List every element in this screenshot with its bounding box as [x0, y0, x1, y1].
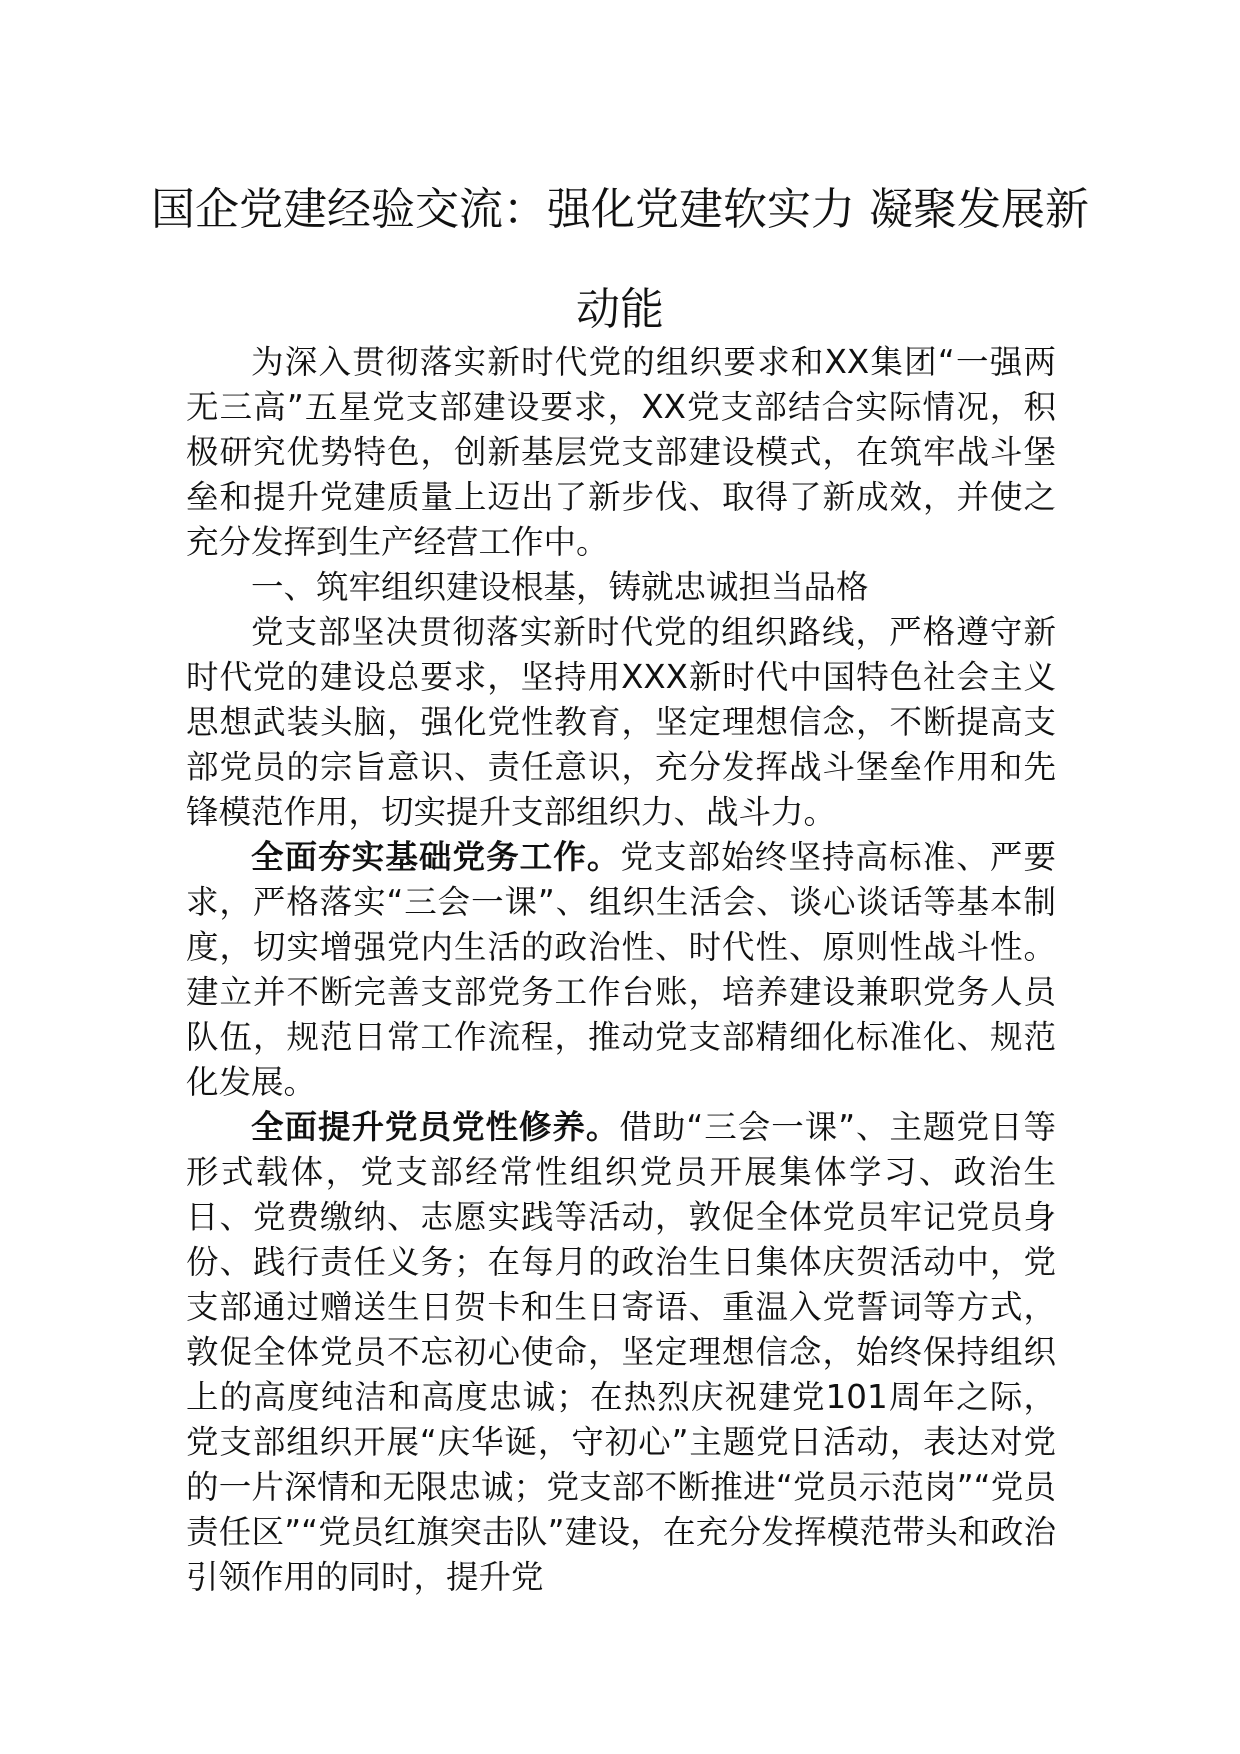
- paragraph-text: 党支部坚决贯彻落实新时代党的组织路线，严格遵守新时代党的建设总要求，坚持用XXX新时代中国特色社会主义思想武装头脑，强化党性教育，坚定理想信念，不断提高支部党员的宗旨意识、责任意识，充分发挥战斗堡垒作用和先锋模范作用，切实提升支部组织力、战斗力。: [186, 613, 1056, 831]
- document-body: [186, 340, 1056, 1600]
- paragraph-lead: 全面提升党员党性修养。: [251, 1108, 620, 1146]
- paragraph-text: 为深入贯彻落实新时代党的组织要求和XX集团“一强两无三高”五星党支部建设要求，XX党支部结合实际情况，积极研究优势特色，创新基层党支部建设模式，在筑牢战斗堡垒和提升党建质量上迈出了新步伐、取得了新成效，并使之充分发挥到生产经营工作中。: [186, 343, 1056, 561]
- paragraph-party-spirit: [186, 1105, 1056, 1600]
- paragraph-intro: [186, 340, 1056, 565]
- section-heading-text: 一、筑牢组织建设根基，铸就忠诚担当品格: [251, 568, 869, 606]
- paragraph-section-intro: [186, 610, 1056, 835]
- paragraph-lead: 全面夯实基础党务工作。: [251, 838, 621, 876]
- section-heading: [186, 565, 1056, 610]
- paragraph-party-affairs: [186, 835, 1056, 1105]
- document-title: 国企党建经验交流：强化党建软实力 凝聚发展新动能: [151, 184, 1089, 335]
- paragraph-text: 党支部始终坚持高标准、严要求，严格落实“三会一课”、组织生活会、谈心谈话等基本制度，切实增强党内生活的政治性、时代性、原则性战斗性。建立并不断完善支部党务工作台账，培养建设兼职党务人员队伍，规范日常工作流程，推动党支部精细化标准化、规范化发展。: [186, 838, 1056, 1101]
- paragraph-text: 借助“三会一课”、主题党日等形式载体，党支部经常性组织党员开展集体学习、政治生日、党费缴纳、志愿实践等活动，敦促全体党员牢记党员身份、践行责任义务；在每月的政治生日集体庆贺活动中，党支部通过赠送生日贺卡和生日寄语、重温入党誓词等方式，敦促全体党员不忘初心使命，坚定理想信念，始终保持组织上的高度纯洁和高度忠诚；在热烈庆祝建党101周年之际，党支部组织开展“庆华诞，守初心”主题党日活动，表达对党的一片深情和无限忠诚；党支部不断推进“党员示范岗”“党员责任区”“党员红旗突击队”建设，在充分发挥模范带头和政治引领作用的同时，提升党: [186, 1108, 1056, 1596]
